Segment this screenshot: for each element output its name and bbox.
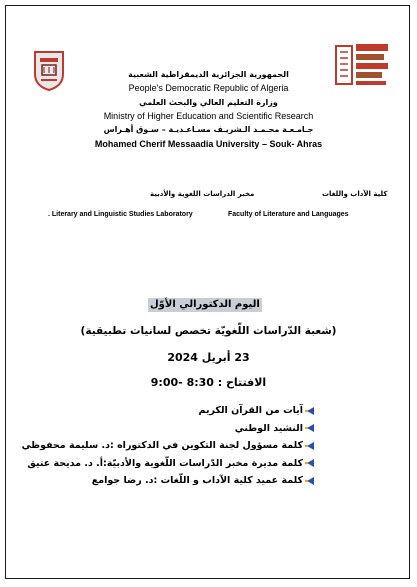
program-item [22, 437, 314, 455]
event-opening: الافتتاح : 8:30 -9:00 [150, 376, 267, 389]
lab-en: . Literary and Linguistic Studies Laboratory [48, 211, 193, 218]
university-en-city: – Souk- Ahras [259, 139, 323, 149]
program-item-text: النشيد الوطني [234, 422, 303, 434]
program-item-text: كلمة مسؤول لجنة التكوين في الدكتوراه :د. سليمة محفوظي [21, 440, 303, 451]
university-ar: جـامـعـة محـمـد الـشريـف مسـاعـديـة – سـوق أهـراس [103, 125, 314, 134]
event-branch: (شعبة الدّراسات اللّغويّة تخصص لسانيات تطبيقية) [80, 325, 337, 337]
event-title: اليوم الدكتورالي الأوّل [150, 299, 260, 310]
faculty-en: Faculty of Literature and Languages [228, 211, 349, 218]
republic-ar: الجمهورية الجزائرية الديمقراطية الشعبية [128, 70, 289, 79]
event-date: 23 أبريل 2024 [167, 351, 250, 364]
program-item [22, 472, 314, 490]
program-item-text: كلمة مديرة مخبر الدّراسات اللّغوية والأدبيّة:أ. د. مديحة عتيق [27, 457, 303, 469]
university-en-name: Mohamed Cherif Messaadia University [94, 139, 260, 149]
program-list [22, 402, 314, 490]
lab-logo [334, 40, 390, 88]
program-item-text: آيات من القرآن الكريم [198, 405, 303, 416]
program-item [22, 420, 314, 438]
lab-ar: مخبر الدراسات اللغوية والأدبية [150, 190, 255, 198]
program-item-text: كلمة عميد كلية الآداب و اللّغات :د. رضا جوامع [91, 475, 303, 486]
republic-en: People's Democratic Republic of Algeria [128, 83, 289, 93]
arrow-bullet-icon [305, 423, 314, 433]
program-item [22, 455, 314, 473]
arrow-bullet-icon [305, 458, 314, 468]
university-en [0, 140, 417, 149]
arrow-bullet-icon [305, 476, 314, 486]
faculty-ar: كلية الآداب واللغات [322, 190, 388, 198]
arrow-bullet-icon [305, 406, 314, 416]
ministry-en: Ministry of Higher Education and Scientific Research [103, 111, 314, 121]
ministry-ar: وزارة التعليم العالي والبحث العلمي [139, 98, 278, 107]
program-item [22, 402, 314, 420]
arrow-bullet-icon [305, 441, 314, 451]
